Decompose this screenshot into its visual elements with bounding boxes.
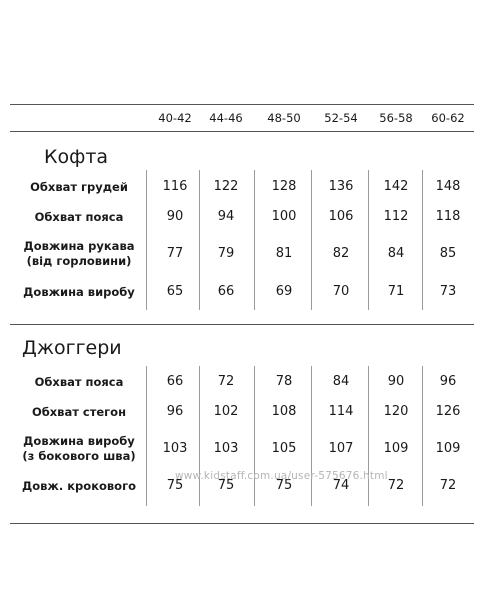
row-label: Обхват грудей bbox=[30, 179, 128, 194]
table-cell: 90 bbox=[166, 209, 184, 224]
bottom-rule bbox=[10, 523, 474, 524]
table-cell: 94 bbox=[217, 209, 235, 224]
table-cell: 70 bbox=[332, 284, 350, 299]
section-title: Джоггери bbox=[22, 337, 122, 359]
row-label: Довжина виробу bbox=[23, 284, 135, 299]
col-divider-b bbox=[146, 366, 147, 506]
table-cell: 84 bbox=[387, 246, 405, 261]
col-divider-a bbox=[146, 170, 147, 310]
col-divider-b bbox=[311, 366, 312, 506]
table-cell: 116 bbox=[162, 179, 188, 194]
table-cell: 69 bbox=[275, 284, 293, 299]
table-cell: 78 bbox=[275, 374, 293, 389]
table-cell: 120 bbox=[383, 404, 409, 419]
size-header: 44-46 bbox=[209, 111, 243, 125]
watermark-text: www.kidstaff.com.ua/user-575676.html bbox=[175, 470, 388, 482]
table-cell: 103 bbox=[213, 441, 239, 456]
section-title: Кофта bbox=[44, 146, 109, 168]
table-cell: 96 bbox=[166, 404, 184, 419]
size-header: 40-42 bbox=[158, 111, 192, 125]
table-cell: 75 bbox=[217, 478, 235, 493]
table-cell: 114 bbox=[328, 404, 354, 419]
table-cell: 90 bbox=[387, 374, 405, 389]
table-cell: 72 bbox=[439, 478, 457, 493]
table-cell: 126 bbox=[435, 404, 461, 419]
table-cell: 142 bbox=[383, 179, 409, 194]
row-label: Довжина рукава (від горловини) bbox=[23, 239, 135, 268]
col-divider-a bbox=[368, 170, 369, 310]
section-divider bbox=[10, 324, 474, 325]
table-cell: 77 bbox=[166, 246, 184, 261]
header-rule bbox=[10, 131, 474, 132]
table-cell: 73 bbox=[439, 284, 457, 299]
table-cell: 100 bbox=[271, 209, 297, 224]
table-cell: 72 bbox=[217, 374, 235, 389]
row-label: Обхват пояса bbox=[34, 209, 124, 224]
table-cell: 74 bbox=[332, 478, 350, 493]
row-label: Довж. крокового bbox=[22, 478, 136, 493]
table-cell: 79 bbox=[217, 246, 235, 261]
table-cell: 108 bbox=[271, 404, 297, 419]
table-cell: 109 bbox=[435, 441, 461, 456]
table-cell: 81 bbox=[275, 246, 293, 261]
col-divider-a bbox=[311, 170, 312, 310]
col-divider-b bbox=[254, 366, 255, 506]
table-cell: 65 bbox=[166, 284, 184, 299]
row-label: Обхват стегон bbox=[31, 404, 127, 419]
table-cell: 112 bbox=[383, 209, 409, 224]
table-cell: 66 bbox=[166, 374, 184, 389]
table-cell: 96 bbox=[439, 374, 457, 389]
table-cell: 75 bbox=[166, 478, 184, 493]
top-rule bbox=[10, 104, 474, 105]
table-cell: 66 bbox=[217, 284, 235, 299]
table-cell: 106 bbox=[328, 209, 354, 224]
table-cell: 102 bbox=[213, 404, 239, 419]
table-cell: 136 bbox=[328, 179, 354, 194]
col-divider-a bbox=[254, 170, 255, 310]
table-cell: 84 bbox=[332, 374, 350, 389]
table-cell: 107 bbox=[328, 441, 354, 456]
size-header: 48-50 bbox=[267, 111, 301, 125]
table-cell: 148 bbox=[435, 179, 461, 194]
table-cell: 75 bbox=[275, 478, 293, 493]
table-cell: 72 bbox=[387, 478, 405, 493]
col-divider-b bbox=[368, 366, 369, 506]
size-header: 52-54 bbox=[324, 111, 358, 125]
size-header: 60-62 bbox=[431, 111, 465, 125]
table-cell: 122 bbox=[213, 179, 239, 194]
table-cell: 71 bbox=[387, 284, 405, 299]
table-cell: 85 bbox=[439, 246, 457, 261]
table-cell: 109 bbox=[383, 441, 409, 456]
row-label: Довжина виробу (з бокового шва) bbox=[22, 434, 136, 463]
table-cell: 82 bbox=[332, 246, 350, 261]
table-cell: 103 bbox=[162, 441, 188, 456]
size-header: 56-58 bbox=[379, 111, 413, 125]
table-cell: 128 bbox=[271, 179, 297, 194]
row-label: Обхват пояса bbox=[34, 374, 124, 389]
table-cell: 105 bbox=[271, 441, 297, 456]
table-cell: 118 bbox=[435, 209, 461, 224]
